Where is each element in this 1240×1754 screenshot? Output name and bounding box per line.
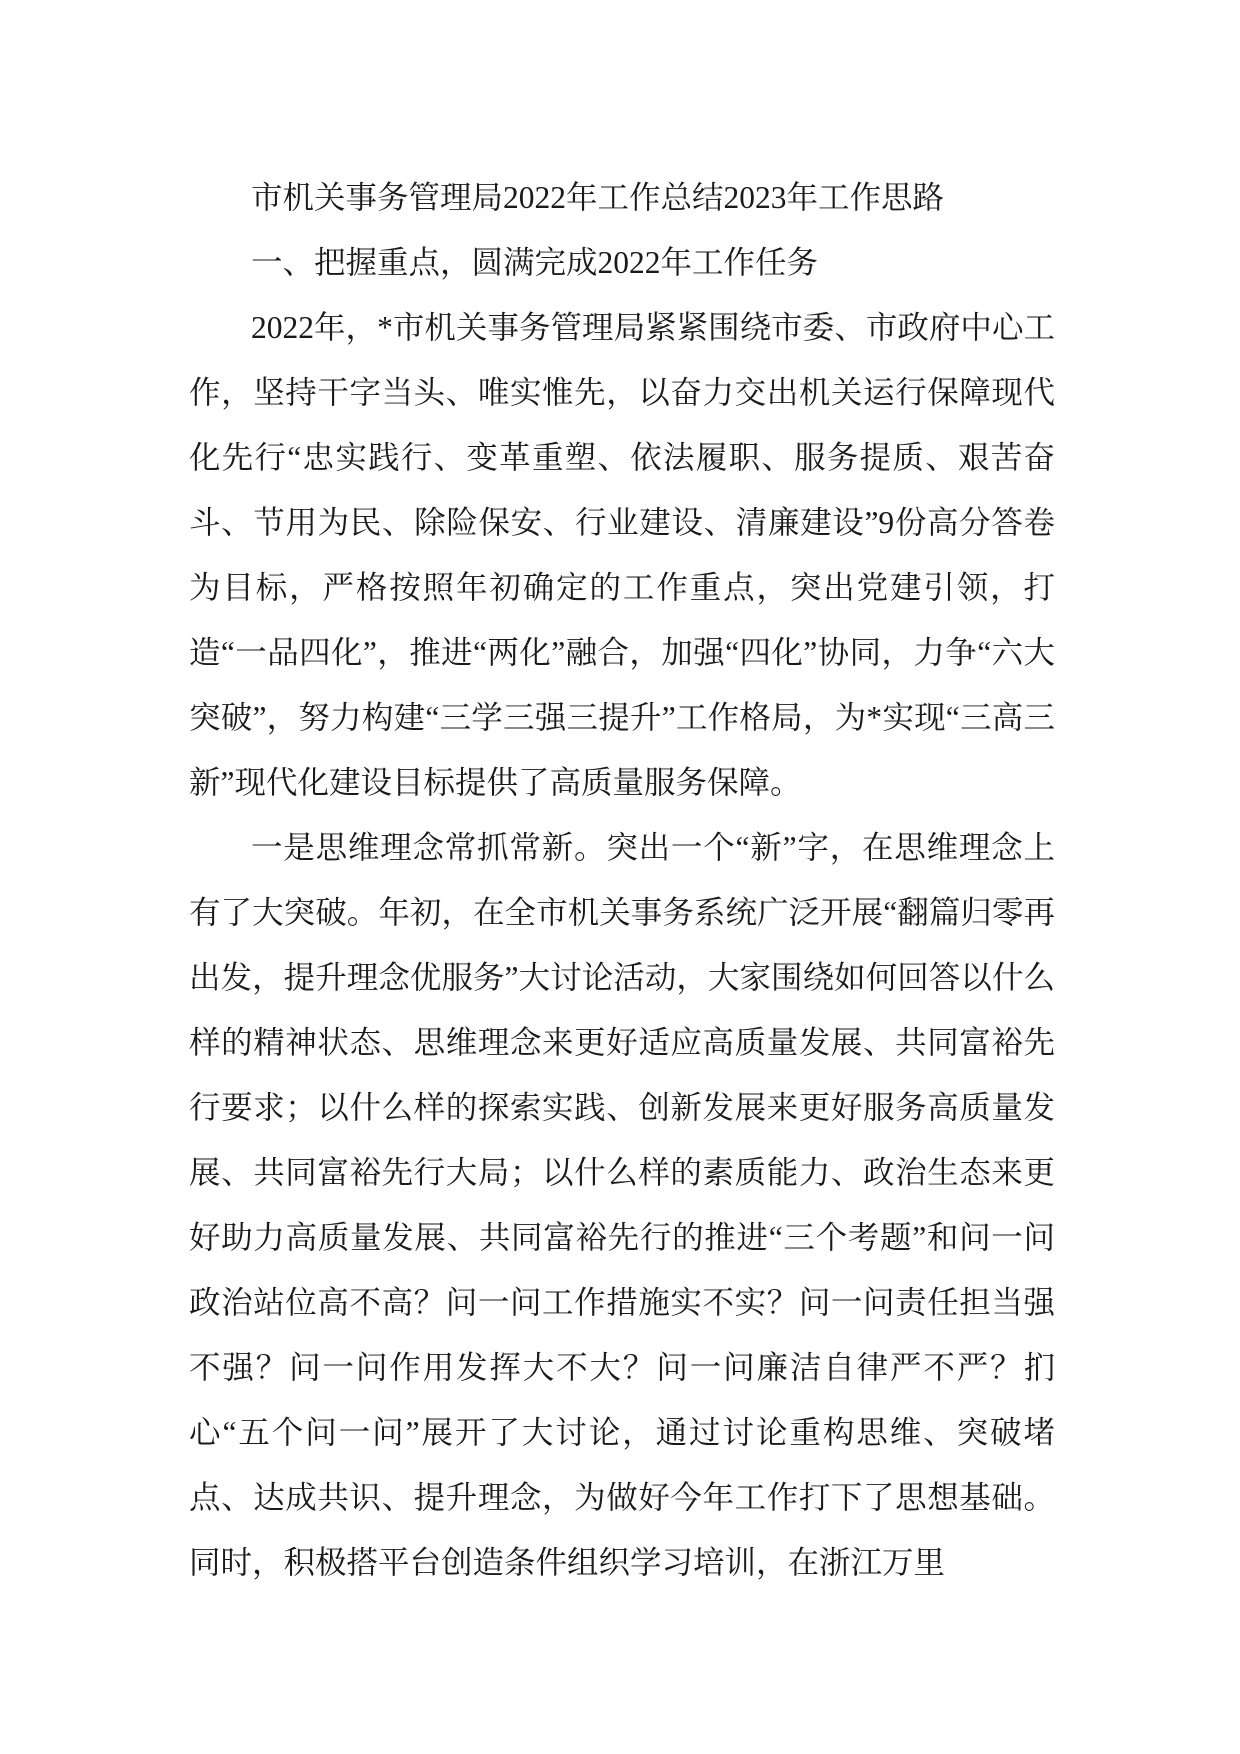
document-body	[189, 165, 1055, 1595]
paragraph-thinking-concepts: 一是思维理念常抓常新。突出一个“新”字，在思维理念上有了大突破。年初，在全市机关事务系统广泛开展“翻篇归零再出发，提升理念优服务”大讨论活动，大家围绕如何回答以什么样的精神状态、思维理念来更好适应高质量发展、共同富裕先行要求；以什么样的探索实践、创新发展来更好服务高质量发展、共同富裕先行大局；以什么样的素质能力、政治生态来更好助力高质量发展、共同富裕先行的推进“三个考题”和问一问政治站位高不高？问一问工作措施实不实？问一问责任担当强不强？问一问作用发挥大不大？问一问廉洁自律严不严？扪心“五个问一问”展开了大讨论，通过讨论重构思维、突破堵点、达成共识、提升理念，为做好今年工作打下了思想基础。同时，积极搭平台创造条件组织学习培训，在浙江万里	[189, 830, 1055, 1580]
paragraph-summary: 2022年，*市机关事务管理局紧紧围绕市委、市政府中心工作，坚持干字当头、唯实惟先，以奋力交出机关运行保障现代化先行“忠实践行、变革重塑、依法履职、服务提质、艰苦奋斗、节用为民、除险保安、行业建设、清廉建设”9份高分答卷为目标，严格按照年初确定的工作重点，突出党建引领，打造“一品四化”，推进“两化”融合，加强“四化”协同，力争“六大突破”，努力构建“三学三强三提升”工作格局，为*实现“三高三新”现代化建设目标提供了高质量服务保障。	[189, 310, 1055, 800]
document-title: 市机关事务管理局2022年工作总结2023年工作思路	[251, 180, 945, 215]
section-heading: 一、把握重点，圆满完成2022年工作任务	[251, 245, 819, 280]
